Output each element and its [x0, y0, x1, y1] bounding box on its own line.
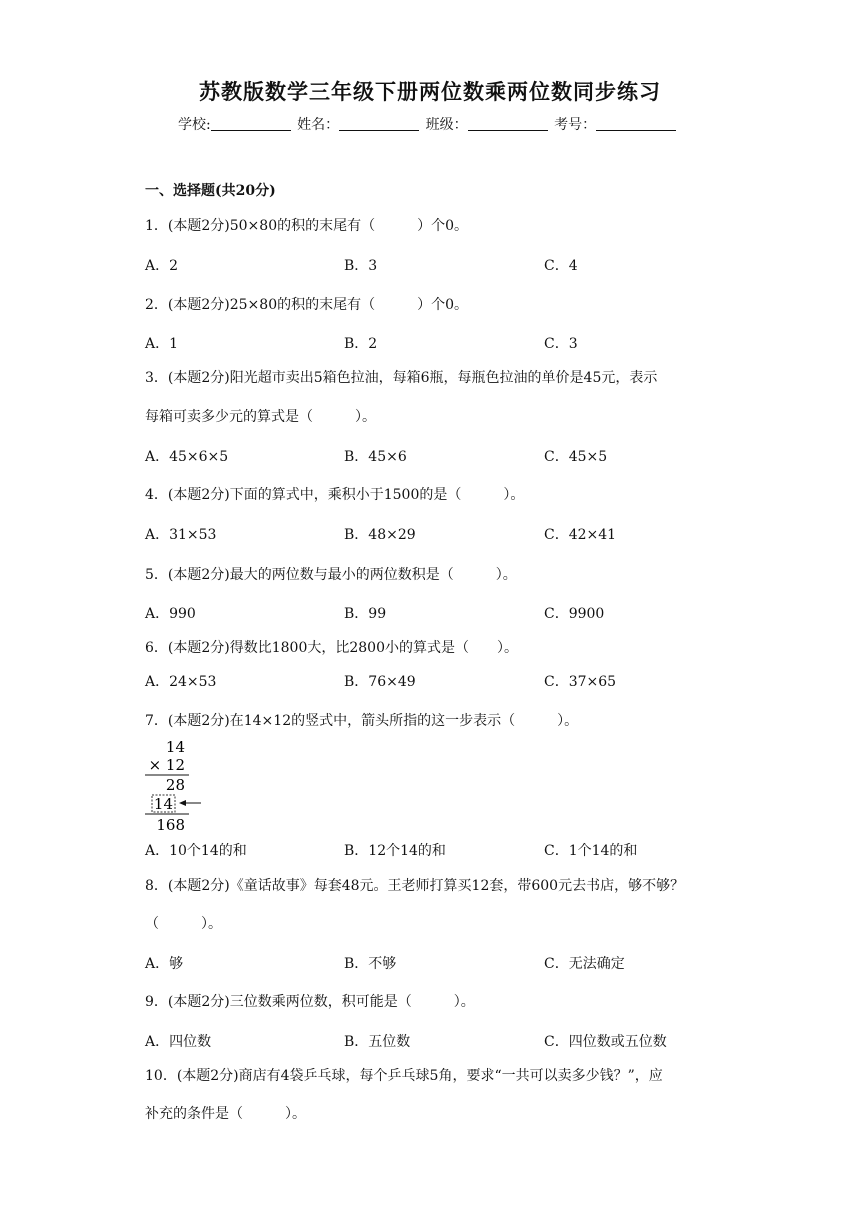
q4-option-b[interactable]: B．48×29 — [344, 527, 416, 543]
question-3: 3．(本题2分)阳光超市卖出5箱色拉油，每箱6瓶，每瓶色拉油的单价是45元，表示 — [145, 370, 658, 386]
question-6: 6．(本题2分)得数比1800大，比2800小的算式是（ ）。 — [145, 640, 518, 656]
class-blank[interactable] — [468, 116, 548, 131]
q4-option-c[interactable]: C．42×41 — [544, 527, 617, 543]
vc-multiplicand: 14 — [165, 738, 185, 756]
name-blank[interactable] — [339, 116, 419, 131]
vc-result: 168 — [156, 816, 185, 834]
q9-option-a[interactable]: A．四位数 — [145, 1034, 212, 1050]
q5-option-a[interactable]: A．990 — [145, 606, 196, 622]
vc-partial-1: 28 — [165, 776, 185, 794]
q2-option-c[interactable]: C．3 — [544, 336, 578, 352]
exam-no-label: 考号： — [554, 117, 597, 133]
q1-option-c[interactable]: C．4 — [544, 258, 578, 274]
arrow-left-icon — [179, 800, 186, 806]
question-3-line-2: 每箱可卖多少元的算式是（ ）。 — [145, 409, 376, 425]
q7-option-a[interactable]: A．10个14的和 — [145, 843, 247, 859]
question-10-line-2: 补充的条件是（ ）。 — [145, 1106, 306, 1122]
q8-option-a[interactable]: A．够 — [145, 956, 184, 972]
exam-no-blank[interactable] — [596, 116, 676, 131]
question-7: 7．(本题2分)在14×12的竖式中，箭头所指的这一步表示（ ）。 — [145, 713, 579, 729]
q6-option-a[interactable]: A．24×53 — [145, 674, 217, 690]
question-8: 8．(本题2分)《童话故事》每套48元。王老师打算买12套，带600元去书店，够不够？ — [145, 878, 685, 894]
q8-option-c[interactable]: C．无法确定 — [544, 956, 625, 972]
q2-option-b[interactable]: B．2 — [344, 336, 378, 352]
question-10: 10．(本题2分)商店有4袋乒乓球，每个乒乓球5角，要求“一共可以卖多少钱？”，应 — [145, 1068, 663, 1084]
question-4: 4．(本题2分)下面的算式中，乘积小于1500的是（ ）。 — [145, 487, 525, 503]
school-blank[interactable] — [211, 116, 291, 131]
q1-option-a[interactable]: A．2 — [145, 258, 179, 274]
q7-option-b[interactable]: B．12个14的和 — [344, 843, 446, 859]
q6-option-c[interactable]: C．37×65 — [544, 674, 617, 690]
name-label: 姓名： — [297, 117, 340, 133]
q1-option-b[interactable]: B．3 — [344, 258, 378, 274]
q8-option-b[interactable]: B．不够 — [344, 956, 397, 972]
q9-option-b[interactable]: B．五位数 — [344, 1034, 411, 1050]
question-1: 1．(本题2分)50×80的积的末尾有（ ）个0。 — [145, 218, 469, 234]
q3-option-a[interactable]: A．45×6×5 — [145, 449, 229, 465]
question-2: 2．(本题2分)25×80的积的末尾有（ ）个0。 — [145, 297, 469, 313]
q9-option-c[interactable]: C．四位数或五位数 — [544, 1034, 667, 1050]
question-9: 9．(本题2分)三位数乘两位数，积可能是（ ）。 — [145, 994, 475, 1010]
q5-option-b[interactable]: B．99 — [344, 606, 387, 622]
q3-option-b[interactable]: B．45×6 — [344, 449, 407, 465]
vc-multiplier: × 12 — [148, 756, 185, 774]
q5-option-c[interactable]: C．9900 — [544, 606, 605, 622]
q4-option-a[interactable]: A．31×53 — [145, 527, 217, 543]
page-title: 苏教版数学三年级下册两位数乘两位数同步练习 — [199, 79, 661, 104]
q6-option-b[interactable]: B．76×49 — [344, 674, 416, 690]
question-8-line-2: （ ）。 — [145, 916, 222, 932]
q2-option-a[interactable]: A．1 — [145, 336, 179, 352]
question-5: 5．(本题2分)最大的两位数与最小的两位数积是（ ）。 — [145, 567, 517, 583]
q3-option-c[interactable]: C．45×5 — [544, 449, 608, 465]
class-label: 班级： — [425, 117, 468, 133]
student-info-line — [178, 114, 678, 134]
school-label: 学校: — [178, 117, 211, 133]
q7-option-c[interactable]: C．1个14的和 — [544, 843, 638, 859]
vc-partial-2: 14 — [153, 795, 173, 813]
section-heading: 一、选择题(共20分) — [145, 183, 276, 199]
vertical-multiplication-figure — [143, 738, 203, 834]
